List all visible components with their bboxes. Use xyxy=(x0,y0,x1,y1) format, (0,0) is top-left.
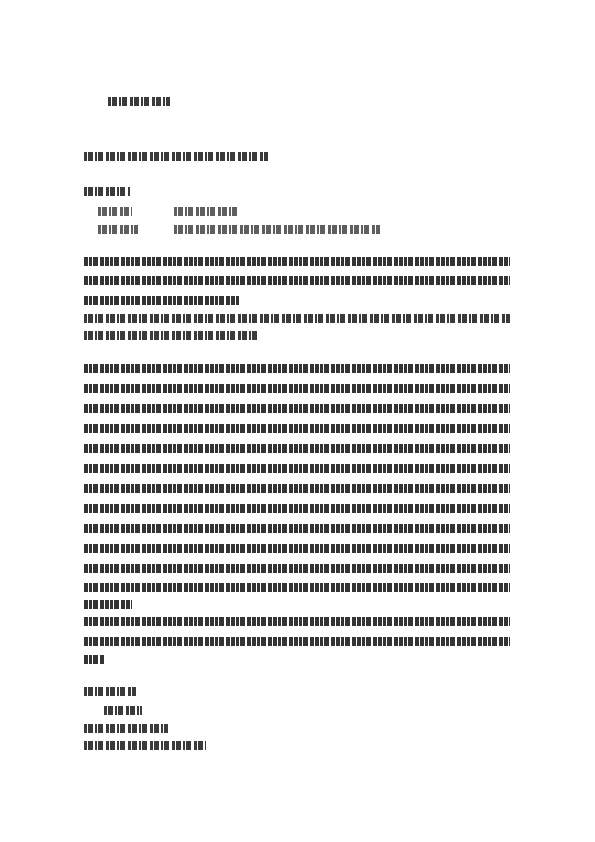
document-title-text xyxy=(0,0,1,1)
meta-heading xyxy=(0,0,1,1)
meta-row-2-value xyxy=(0,0,1,1)
signature-name xyxy=(0,0,1,1)
body-paragraph-text xyxy=(0,0,1,1)
signature-line-2 xyxy=(0,0,1,1)
meta-row-2-key xyxy=(0,0,1,1)
intro-paragraph-text xyxy=(0,0,1,1)
intro-note-text xyxy=(0,0,1,1)
signature-heading xyxy=(0,0,1,1)
closing-paragraph-text xyxy=(0,0,1,1)
signature-line-1 xyxy=(0,0,1,1)
header-label-text xyxy=(0,0,1,1)
meta-row-1-key xyxy=(0,0,1,1)
meta-row-1-value xyxy=(0,0,1,1)
